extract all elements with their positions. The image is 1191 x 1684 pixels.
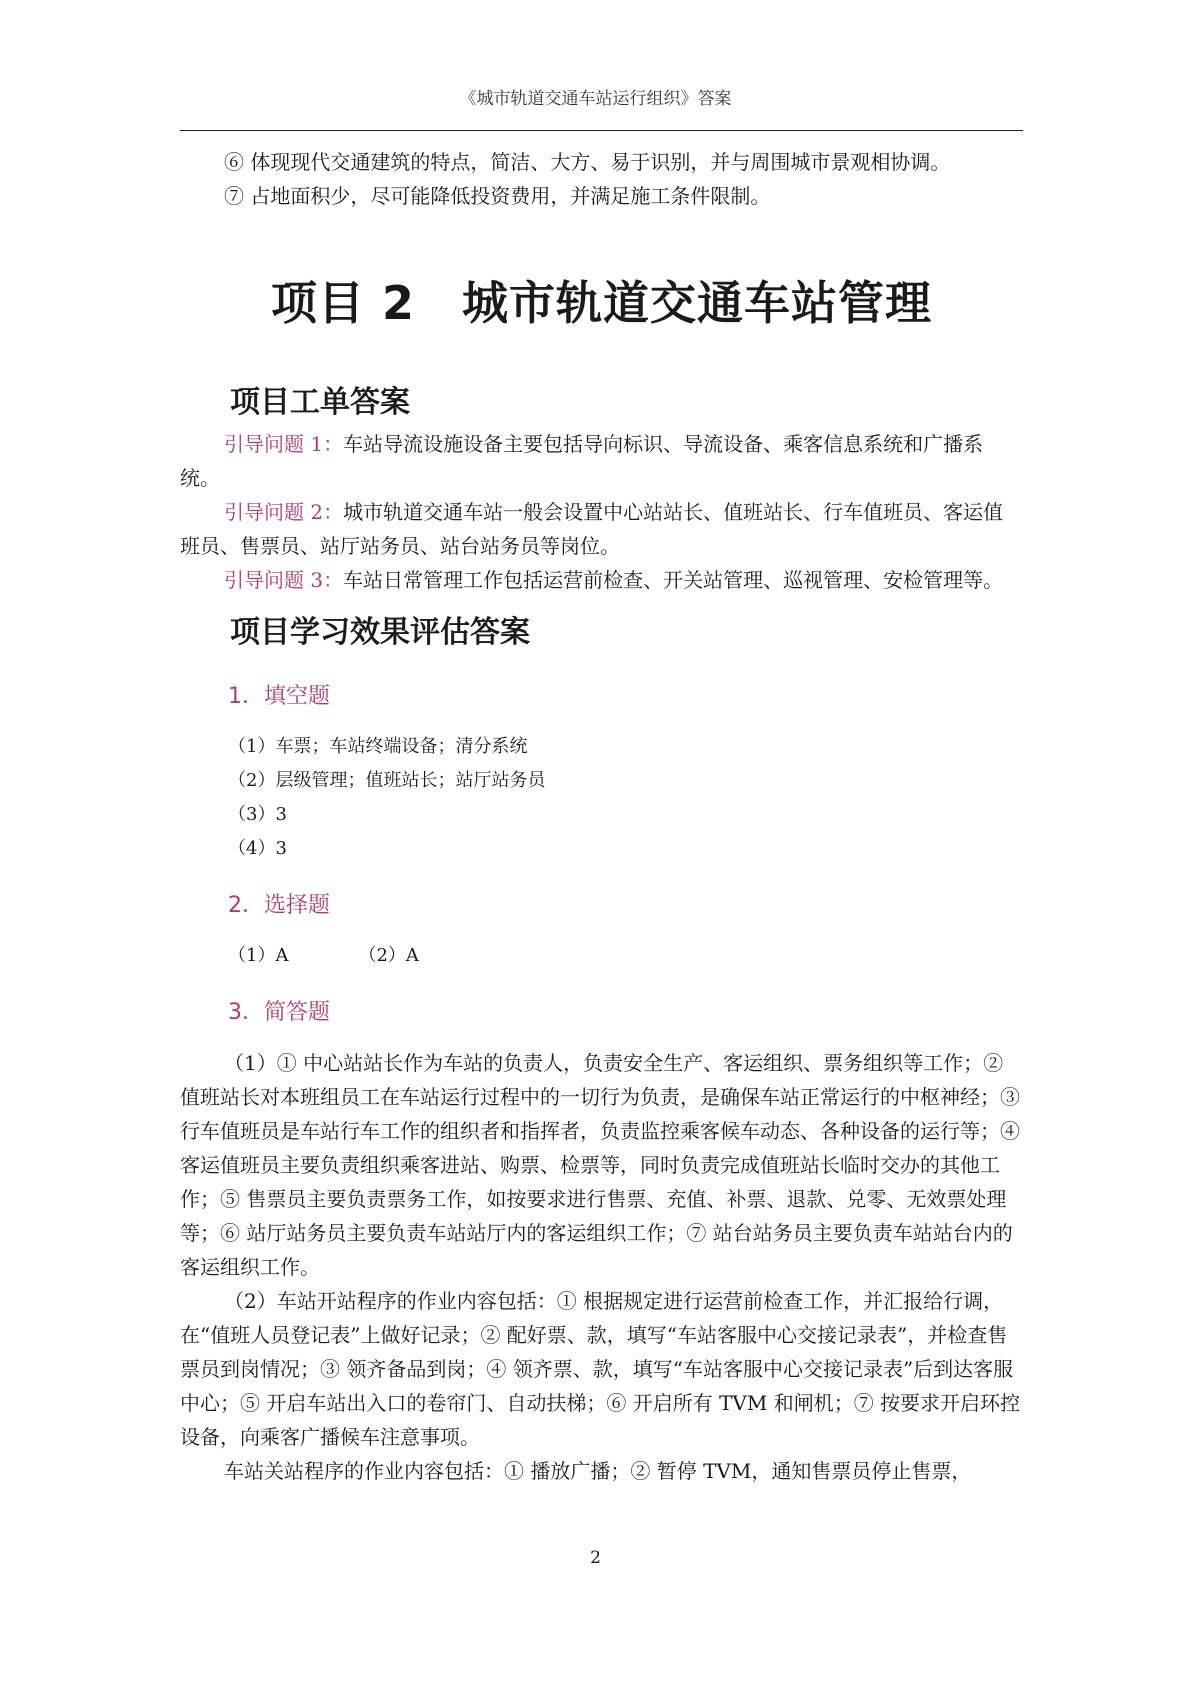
intro-item: ⑦ 占地面积少，尽可能降低投资费用，并满足施工条件限制。: [224, 184, 771, 208]
page-number: 2: [590, 1548, 601, 1568]
fill-answer: （2）层级管理；值班站长；站厅站务员: [228, 770, 546, 791]
fill-answer: （3）3: [228, 804, 287, 825]
guide-question-text: 车站导流设施设备主要包括导向标识、导流设备、乘客信息系统和广播系统。: [180, 432, 984, 490]
short-answer-paragraph: （1）① 中心站站长作为车站的负责人，负责安全生产、客运组织、票务组织等工作；② 值班站长对本班组员工在车站运行过程中的一切行为负责，是确保车站正常运行的中枢神经；③ 行车值班员是车站行车工作的组织者和指挥者，负责监控乘客候车动态、各种设备的运行等；④ 客运值班员主要负责组织乘客进站、购票、检票等，同时负责完成值班站长临时交办的其他工作；⑤ 售票员主要负责票务工作，如按要求进行售票、充值、补票、退款、兑零、无效票处理等；⑥ 站厅站务员主要负责车站站厅内的客运组织工作；⑦ 站台站务员主要负责车站站台内的客运组织工作。: [180, 1051, 1020, 1279]
guide-question-3: [180, 563, 1023, 597]
page-content: [180, 145, 1023, 1488]
running-header: 《城市轨道交通车站运行组织》答案: [459, 89, 732, 109]
guide-question-text: 车站日常管理工作包括运营前检查、开关站管理、巡视管理、安检管理等。: [343, 568, 1004, 592]
choice-answers: [180, 939, 1023, 973]
subheading-fill-in: 1．填空题: [228, 684, 330, 709]
section-heading-work-order: 项目工单答案: [230, 385, 410, 420]
fill-answer: （1）车票；车站终端设备；清分系统: [228, 736, 528, 757]
project-title: 项目 2 城市轨道交通车站管理: [270, 276, 933, 330]
guide-question-label: 引导问题 2：: [224, 500, 344, 524]
guide-question-2: [180, 495, 1023, 563]
choice-answer: （1）A: [228, 945, 289, 966]
short-answer-paragraph: （2）车站开站程序的作业内容包括：① 根据规定进行运营前检查工作，并汇报给行调，在“值班人员登记表”上做好记录；② 配好票、款，填写“车站客服中心交接记录表”，并检查售票员到岗情况；③ 领齐备品到岗；④ 领齐票、款，填写“车站客服中心交接记录表”后到达客服中心；⑤ 开启车站出入口的卷帘门、自动扶梯；⑥ 开启所有 TVM 和闸机；⑦ 按要求开启环控设备，向乘客广播候车注意事项。: [180, 1289, 1021, 1449]
fill-answer: （4）3: [228, 838, 287, 859]
subheading-choice: 2．选择题: [228, 893, 330, 918]
guide-question-label: 引导问题 1：: [224, 432, 344, 456]
short-answer-paragraph: 车站关站程序的作业内容包括：① 播放广播；② 暂停 TVM，通知售票员停止售票，: [224, 1459, 972, 1483]
subheading-short-answer: 3．简答题: [228, 1000, 330, 1025]
choice-answer: （2）A: [358, 945, 419, 966]
guide-question-1: [180, 427, 1023, 495]
guide-question-label: 引导问题 3：: [224, 568, 344, 592]
intro-item: ⑥ 体现现代交通建筑的特点，简洁、大方、易于识别，并与周围城市景观相协调。: [224, 150, 951, 174]
header-divider: [180, 130, 1023, 131]
guide-question-text: 城市轨道交通车站一般会设置中心站站长、值班站长、行车值班员、客运值班员、售票员、站厅站务员、站台站务员等岗位。: [180, 500, 1004, 558]
section-heading-evaluation: 项目学习效果评估答案: [230, 615, 530, 650]
